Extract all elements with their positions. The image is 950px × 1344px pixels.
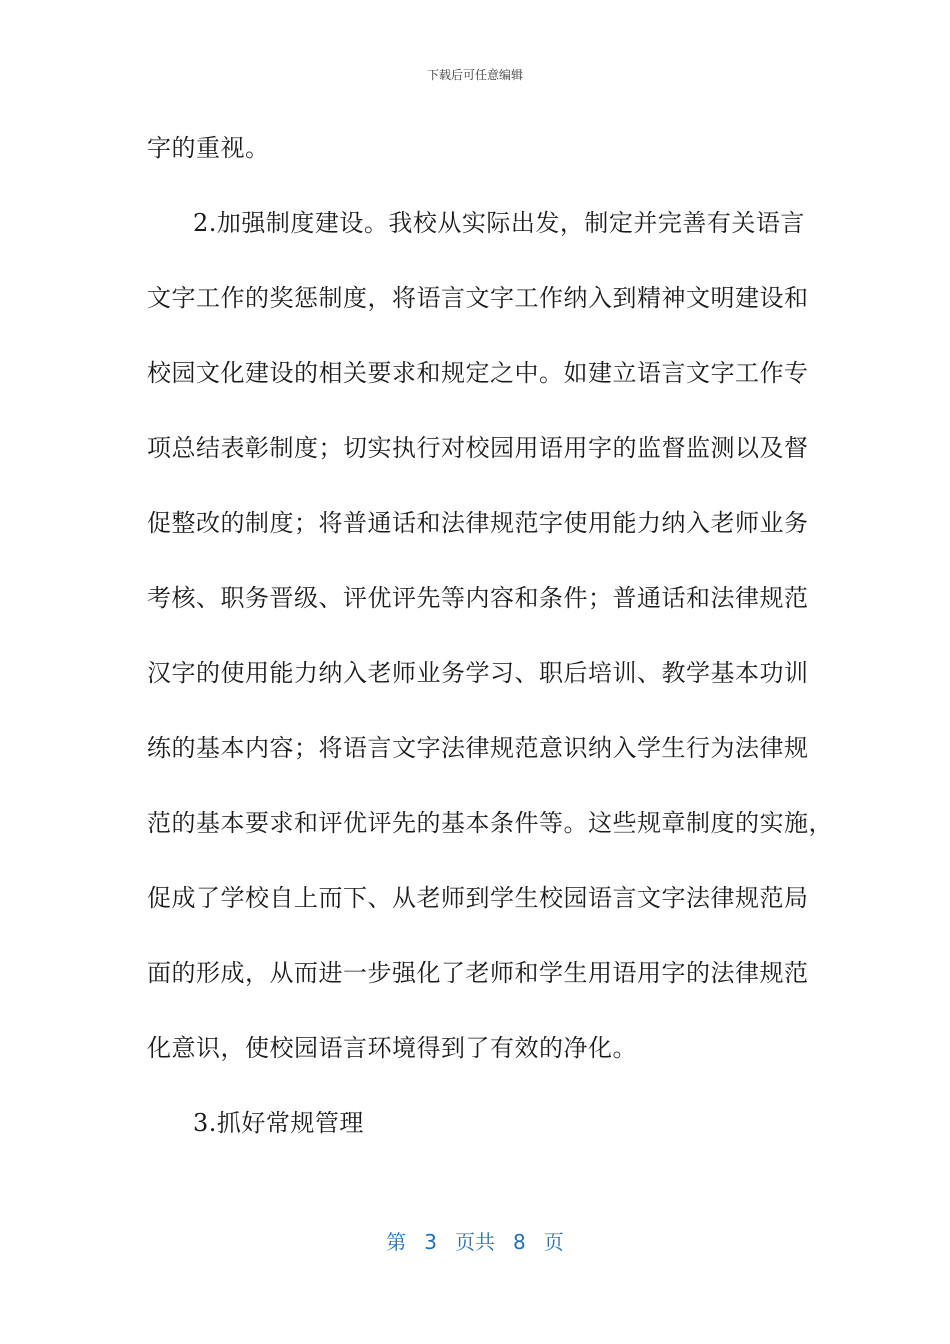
- paragraph-line: 字的重视。: [147, 134, 270, 162]
- total-pages-number: 8: [513, 1230, 526, 1254]
- page-footer: [0, 1226, 950, 1255]
- paragraph-line: 范的基本要求和评优评先的基本条件等。这些规章制度的实施，: [147, 809, 833, 837]
- paragraph-line: 化意识，使校园语言环境得到了有效的净化。: [147, 1034, 637, 1062]
- paragraph-line: 促整改的制度；将普通话和法律规范字使用能力纳入老师业务: [147, 509, 809, 537]
- footer-prefix: 第: [386, 1230, 407, 1254]
- paragraph-line: 校园文化建设的相关要求和规定之中。如建立语言文字工作专: [147, 359, 809, 387]
- footer-middle: 页共: [455, 1230, 495, 1254]
- paragraph-line: 项总结表彰制度；切实执行对校园用语用字的监督监测以及督: [147, 434, 809, 462]
- paragraph-line: 汉字的使用能力纳入老师业务学习、职后培训、教学基本功训: [147, 659, 809, 687]
- paragraph-line: 促成了学校自上而下、从老师到学生校园语言文字法律规范局: [147, 884, 809, 912]
- current-page-number: 3: [424, 1230, 437, 1254]
- paragraph-line: 文字工作的奖惩制度，将语言文字工作纳入到精神文明建设和: [147, 284, 809, 312]
- section-heading: 3.抓好常规管理: [193, 1109, 364, 1137]
- footer-suffix: 页: [543, 1230, 564, 1254]
- page-header: 下载后可任意编辑: [426, 68, 523, 82]
- paragraph-line: 2.加强制度建设。我校从实际出发，制定并完善有关语言: [193, 209, 805, 237]
- paragraph-line: 面的形成，从而进一步强化了老师和学生用语用字的法律规范: [147, 959, 809, 987]
- paragraph-line: 考核、职务晋级、评优评先等内容和条件；普通话和法律规范: [147, 584, 809, 612]
- paragraph-line: 练的基本内容；将语言文字法律规范意识纳入学生行为法律规: [147, 734, 809, 762]
